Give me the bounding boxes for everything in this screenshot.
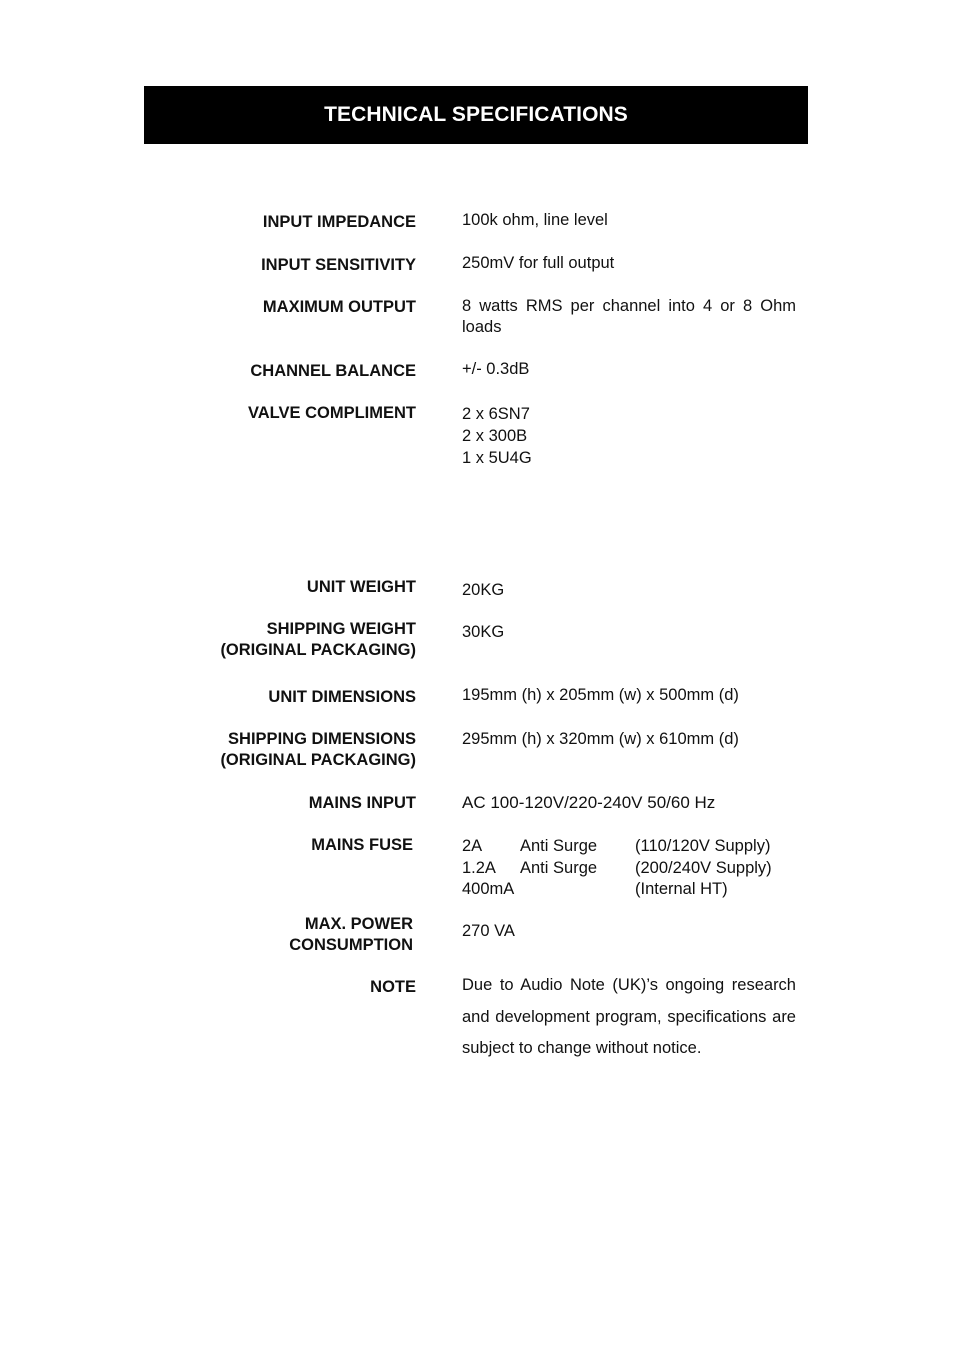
fuse-type: Anti Surge	[520, 858, 598, 877]
fuse-supply: (Internal HT)	[635, 880, 728, 898]
spec-label: MAXIMUM OUTPUT	[262, 298, 416, 316]
spec-label	[113, 914, 413, 956]
spec-label	[116, 729, 416, 771]
spec-label: UNIT DIMENSIONS	[268, 688, 416, 706]
note-text: Due to Audio Note (UK)’s ongoing research and development program, specifications are subject to change without notice.	[462, 976, 796, 1057]
spec-label-line: SHIPPING WEIGHT	[266, 620, 416, 638]
spec-value: 8 watts RMS per channel into 4 or 8 Ohm loads	[462, 297, 796, 336]
fuse-type	[520, 879, 635, 901]
spec-label-line: SHIPPING DIMENSIONS	[228, 730, 416, 748]
valve-item: 2 x 300B	[462, 427, 528, 445]
spec-label: MAINS INPUT	[308, 794, 416, 812]
fuse-rating: 2A	[462, 837, 483, 855]
spec-value: +/- 0.3dB	[462, 360, 530, 378]
spec-label: INPUT SENSITIVITY	[261, 256, 416, 274]
page-header	[144, 86, 808, 144]
spec-value: 195mm (h) x 205mm (w) x 500mm (d)	[462, 686, 739, 704]
valve-item: 1 x 5U4G	[462, 449, 532, 467]
spec-value: 295mm (h) x 320mm (w) x 610mm (d)	[462, 730, 739, 748]
spec-value-list	[462, 403, 796, 469]
spec-label: INPUT IMPEDANCE	[262, 213, 416, 231]
spec-label-line: (ORIGINAL PACKAGING)	[220, 751, 416, 769]
spec-label: NOTE	[370, 978, 416, 996]
spec-label-line: CONSUMPTION	[289, 936, 413, 954]
fuse-table	[462, 836, 802, 901]
spec-label-line: (ORIGINAL PACKAGING)	[220, 641, 416, 659]
spec-label: UNIT WEIGHT	[306, 578, 416, 596]
spec-value: 20KG	[462, 581, 505, 599]
spec-value: AC 100-120V/220-240V 50/60 Hz	[462, 793, 716, 812]
spec-label	[116, 619, 416, 661]
fuse-supply: (110/120V Supply)	[635, 837, 771, 855]
fuse-type: Anti Surge	[520, 837, 598, 855]
fuse-rating: 1.2A	[462, 858, 496, 877]
page-title: TECHNICAL SPECIFICATIONS	[324, 103, 628, 126]
spec-value: 100k ohm, line level	[462, 211, 608, 229]
spec-value: 250mV for full output	[462, 254, 615, 272]
spec-value: 270 VA	[462, 922, 515, 940]
valve-item: 2 x 6SN7	[462, 405, 530, 423]
spec-label: CHANNEL BALANCE	[250, 362, 416, 380]
spec-label: VALVE COMPLIMENT	[247, 404, 416, 422]
fuse-rating: 400mA	[462, 880, 515, 898]
spec-label: MAINS FUSE	[311, 836, 413, 854]
spec-label-line: MAX. POWER	[304, 915, 413, 933]
spec-value: 30KG	[462, 623, 505, 641]
fuse-supply: (200/240V Supply)	[635, 858, 772, 877]
